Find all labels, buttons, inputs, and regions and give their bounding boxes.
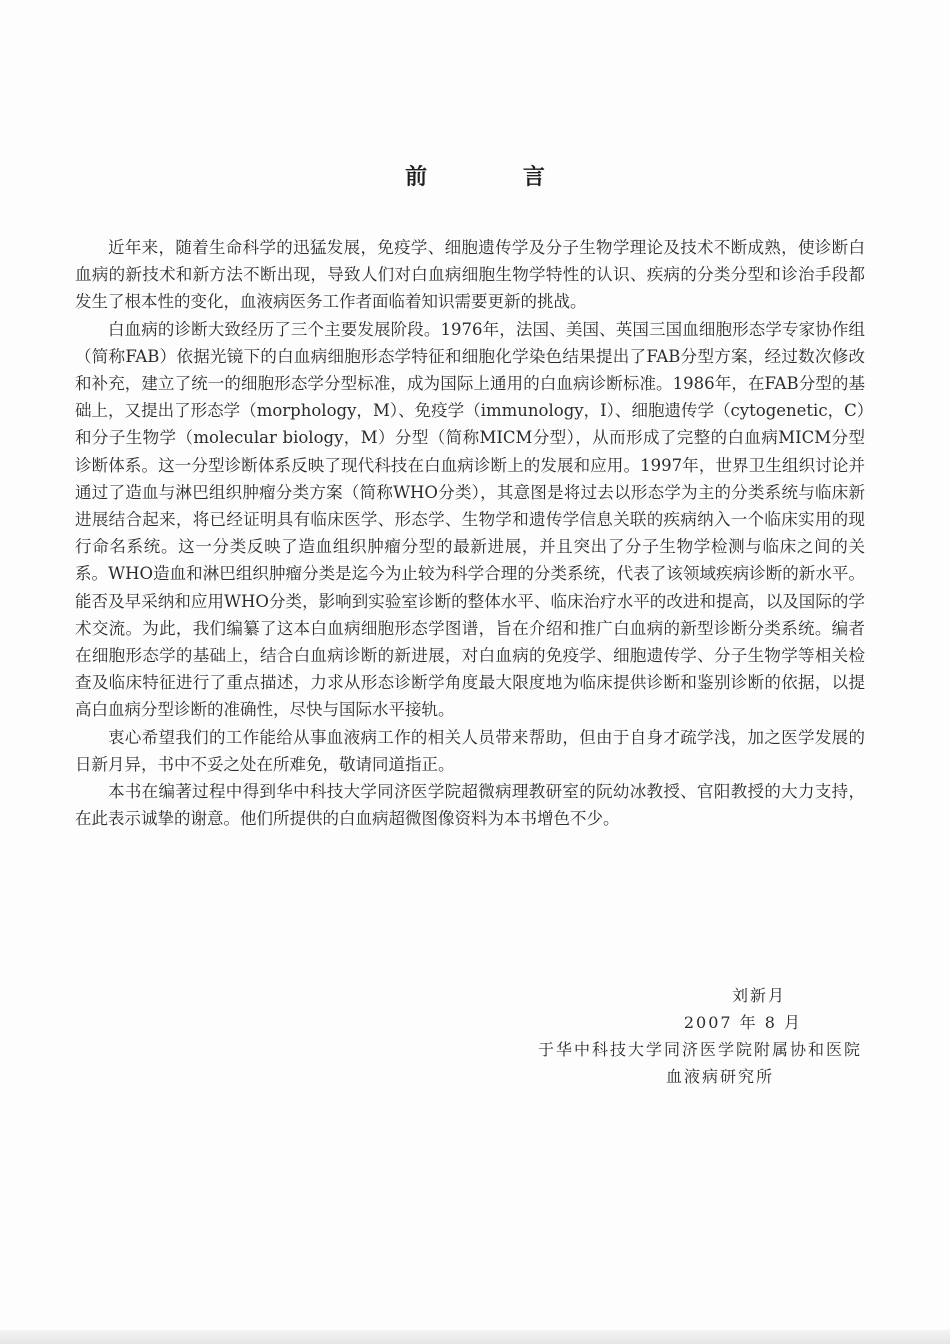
paragraph-4: 本书在编著过程中得到华中科技大学同济医学院超微病理教研室的阮幼冰教授、官阳教授的大力支持，在此表示诚挚的谢意。他们所提供的白血病超微图像资料为本书增色不少。	[75, 782, 865, 829]
paragraph-2: 白血病的诊断大致经历了三个主要发展阶段。1976年，法国、美国、英国三国血细胞形态学专家协作组（简称FAB）依据光镜下的白血病细胞形态学特征和细胞化学染色结果提出了FAB分型方案，经过数次修改和补充，建立了统一的细胞形态学分型标准，成为国际上通用的白血病诊断标准。1986年，在FAB分型的基础上，又提出了形态学（morphology，M）、免疫学（immunology，I）、细胞遗传学（cytogenetic，C）和分子生物学（molecular biology，M）分型（简称MICM分型），从而形成了完整的白血病MICM分型诊断体系。这一分型诊断体系反映了现代科技在白血病诊断上的发展和应用。1997年，世界卫生组织讨论并通过了造血与淋巴组织肿瘤分类方案（简称WHO分类），其意图是将过去以形态学为主的分类系统与临床新进展结合起来，将已经证明具有临床医学、形态学、生物学和遗传学信息关联的疾病纳入一个临床实用的现行命名系统。这一分类反映了造血组织肿瘤分型的最新进展，并且突出了分子生物学检测与临床之间的关系。WHO造血和淋巴组织肿瘤分类是迄今为止较为科学合理的分类系统，代表了该领域疾病诊断的新水平。能否及早采纳和应用WHO分类，影响到实验室诊断的整体水平、临床治疗水平的改进和提高，以及国际的学术交流。为此，我们编纂了这本白血病细胞形态学图谱，旨在介绍和推广白血病的新型诊断分类系统。编者在细胞形态学的基础上，结合白血病诊断的新进展，对白血病的免疫学、细胞遗传学、分子生物学等相关检查及临床特征进行了重点描述，力求从形态诊断学角度最大限度地为临床提供诊断和鉴别诊断的依据，以提高白血病分型诊断的准确性，尽快与国际水平接轨。	[75, 319, 865, 720]
signature-institution: 于华中科技大学同济医学院附属协和医院	[537, 1040, 862, 1059]
paragraph-1: 近年来，随着生命科学的迅猛发展，免疫学、细胞遗传学及分子生物学理论及技术不断成熟，使诊断白血病的新技术和新方法不断出现，导致人们对白血病细胞生物学特性的认识、疾病的分类分型和诊治手段都发生了根本性的变化，血液病医务工作者面临着知识需要更新的挑战。	[75, 238, 865, 312]
author-name: 刘新月	[731, 986, 786, 1005]
preface-body	[75, 234, 865, 832]
page-bottom-edge	[0, 1330, 950, 1344]
signature-date: 2007 年 8 月	[683, 1013, 802, 1032]
signature-department: 血液病研究所	[665, 1067, 774, 1086]
page-title: 前 言	[405, 164, 589, 190]
signature-block	[442, 982, 862, 1090]
paragraph-3: 衷心希望我们的工作能给从事血液病工作的相关人员带来帮助，但由于自身才疏学浅，加之医学发展的日新月异，书中不妥之处在所难免，敬请同道指正。	[75, 727, 865, 774]
